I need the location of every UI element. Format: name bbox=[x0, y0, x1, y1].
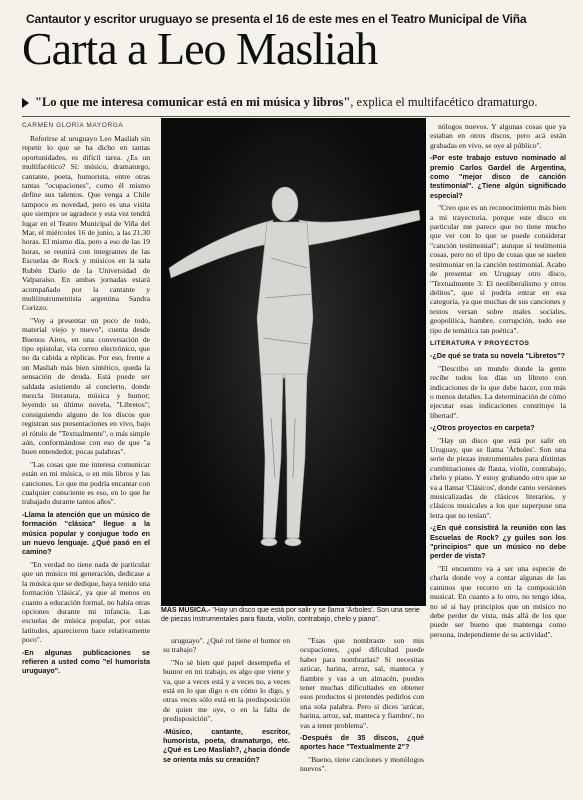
interview-question: -Músico, cantante, escritor, humorista, poeta, dramaturgo, etc. ¿Qué es Leo Masliah?, ¿hacia dónde se orienta más su creación? bbox=[163, 726, 290, 764]
interview-question: -¿De qué se trata su novela "Libretos"? bbox=[430, 351, 566, 361]
article-column-2 bbox=[163, 636, 290, 798]
interview-question: -Después de 35 discos, ¿qué aportes hace "Textualmente 2"? bbox=[300, 733, 424, 752]
caption-lead: MÁS MÚSICA.- bbox=[161, 607, 211, 614]
article-paragraph: "El encuentro va a ser una especie de charla donde voy a contar algunas de las caminos que recorro en la composición musical. En cuanto a lo otro, no tengo idea, no sé si hay principios que un músico no debe perder de vista, más allá de los que puede ser bueno que mantenga como persona, independiente de su actividad". bbox=[430, 563, 566, 639]
interview-question: -En algunas publicaciones se refieren a usted como "el humorista uruguayo". bbox=[22, 647, 150, 676]
photo-caption bbox=[161, 607, 426, 624]
article-paragraph: uruguayo". ¿Qué rol tiene el humor en su trabajo? bbox=[163, 636, 290, 655]
headline: Carta a Leo Masliah bbox=[22, 23, 378, 74]
article-paragraph: Referirse al uruguayo Leo Masliah sin repetir lo que se ha dicho en tantas oportunidades, es difícil tarea. ¿Es un multifacético? Sí: músico, dramaturgo, cantante, poeta, humorista, entre otras tantas "ocupaciones", como él mismo define sus talentos. Que venga a Chile tampoco es novedad, pero es una visita que siempre se agradece y esta vez tendrá lugar en el Teatro Municipal de Viña del Mar, el miércoles 16 de junio, a las 21.30 horas. El mismo día, pero a eso de las 19 horas, se reunirá con integrantes de las Escuelas de Rock y músicos en la sala Rubén Darío de la Universidad de Valparaíso. En ambas jornadas estará acompañado por la cantante y multiinstrumentista argentina Sandra Corizzo. bbox=[22, 134, 150, 313]
kicker: Cantautor y escritor uruguayo se presenta el 16 de este mes en el Teatro Municipal de Viña bbox=[26, 12, 527, 26]
article-paragraph: nólogos nuevos. Y algunas cosas que ya estaban en otros discos, pero acá están grabadas en vivo, se oye al público". bbox=[430, 122, 566, 150]
article-column-3 bbox=[300, 636, 424, 798]
subhead-quote: "Lo que me interesa comunicar está en mi música y libros" bbox=[35, 95, 351, 109]
article-paragraph: "Creo que es un reconocimiento más bien a mi trayectoria, porque este disco en particular me parece que no tiene mucho que ver con lo que se puede considerar "canción testimonial"; aunque sí testimonia cosas, pero no el tipo de cosas que se suelen testimoniar en la canción testimonial. Acabo de presentar en Uruguay otro disco, "Textualmente 3: El neoliberalismo y otros delitos", que sí podría entrar en esa categoría, ya que muchas de sus canciones y textos versan sobre males sociales, geopolítica, hambre, corrupción, todo ese tipo de temática tan poética". bbox=[430, 203, 566, 335]
article-paragraph: "Hay un disco que está por salir en Uruguay, que se llama 'Árboles'. Son una serie de piezas instrumentales para distintas combinaciones de flauta, violín, contrabajo, chelo y piano. Y estoy grabando otro que se va a llamar 'Clásicos', donde canto versiones musicalizadas de clásicos literarios, y clásicos musicales a los que superpuse una letra que no tenían". bbox=[430, 435, 566, 520]
man-arms-outstretched-figure bbox=[161, 118, 426, 606]
interview-question: -¿Otros proyectos en carpeta? bbox=[430, 423, 535, 433]
article-column-1 bbox=[22, 134, 150, 796]
interview-question: -Llama la atención que un músico de formación "clásica" llegue a la música popular y conjugue todo en un nuevo lenguaje. ¿Qué pasó en el camino? bbox=[22, 509, 150, 557]
caption-text: "Hay un disco que está por salir y se llama 'Árboles'. Son una serie de piezas instrumentales para flauta, violín, contrabajo, chelo y piano". bbox=[161, 607, 420, 623]
article-paragraph: "Bueno, tiene canciones y monólogos nuevos". bbox=[300, 754, 424, 774]
byline: CARMEN GLORIA MAYORGA bbox=[22, 122, 124, 129]
article-paragraph: "No sé bien qué papel desempeña el humor en mi trabajo, es algo que viene y va, que a veces está y a veces no, a veces está en lo que digo o en cómo lo digo, y otras veces sólo está en la predisposición de quien me oye, o en la falta de predisposición". bbox=[163, 657, 290, 724]
article-paragraph: "Las cosas que me interesa comunicar están en mi música, o en mis libros y las canciones. Lo que me podría encantar con cualquier consciente es eso, en lo que he trabajado durante tantos años". bbox=[22, 459, 150, 507]
article-column-4 bbox=[430, 122, 566, 798]
section-heading: LITERATURA Y PROYECTOS bbox=[430, 339, 530, 347]
article-paragraph: "Voy a presentar un poco de todo, material viejo y nuevo", cuenta desde Buenos Aires, en una conversación de tipo epistolar, vía correo electrónico, que no da cabida a réplicas. Por eso, frente a un Masliah más bien sintético, queda la sensación de deuda. Está puede ser saldada asistiendo al concierto, donde mezcla literatura, música y humor; leyendo su último novela, "Libretos"; consiguiendo alguno de los discos que registran sus presentaciones en vivo, bajo el rótulo de "Textualmente", o más simple aún, conformándose con eso de que "a buen entendedor, pocas palabras". bbox=[22, 315, 150, 457]
article-paragraph: "Esas que nombraste son mis ocupaciones, ¿qué dificultad puede haber para nombrarlas? Si necesitas azúcar, harina, arroz, sal, manteca y fiambre y vas a un almacén, puedes tener muchas dificultades en obtener esos productos si pretendes pedirlos con una sola palabra. Pero si dices 'azúcar, harina, arroz, sal, manteca y fiambre', no vas a tener problema". bbox=[300, 636, 424, 730]
triangle-bullet-icon bbox=[22, 98, 29, 108]
photo-leo-masliah bbox=[161, 118, 426, 606]
article-paragraph: "Describo un mundo donde la gente recibe todos los días un libreto con indicaciones de lo que debe hacer, con más o menos detalles. La determinación de cómo ejecutar esas indicaciones constituye la libertad". bbox=[430, 363, 566, 420]
interview-question: -Por este trabajo estuvo nominado al premio Carlos Gardel de Argentina, como "mejor disco de canción testimonial". ¿Tiene algún significado especial? bbox=[430, 153, 566, 200]
divider-rule bbox=[22, 116, 570, 117]
subhead-rest: , explica el multifacético dramaturgo. bbox=[350, 95, 538, 109]
article-paragraph: "En verdad no tiene nada de particular que un músico mi generación, dedicase a la música que se dedique, haya tenido una formación 'clásica', ya que al menos en cuanto a educación formal, no había otras opciones durante mi infancia. Las escuelas de música popular, por estas latitudes, aparecieron hace relativamente poco". bbox=[22, 559, 150, 645]
subhead bbox=[22, 95, 572, 110]
interview-question: -¿En qué consistirá la reunión con las Escuelas de Rock? ¿y guiles son los "principios" que un músico no debe perder de vista? bbox=[430, 523, 566, 561]
